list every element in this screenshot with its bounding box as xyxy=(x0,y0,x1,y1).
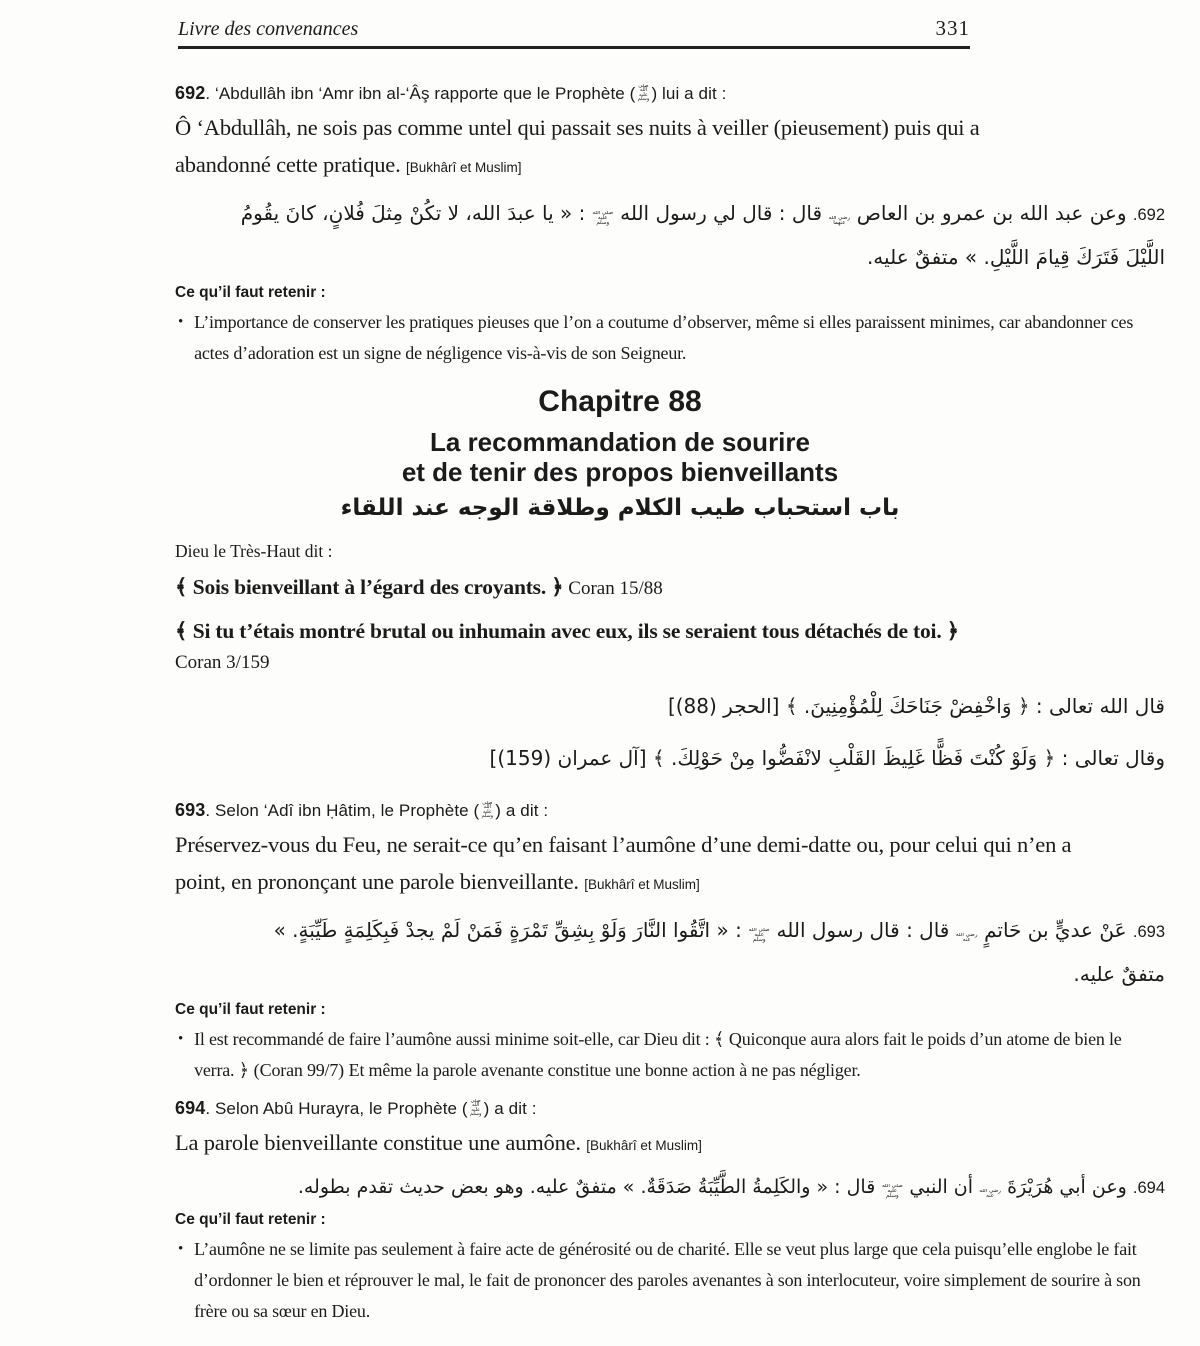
hadith-693-intro-end: ) a dit : xyxy=(495,801,549,820)
hadith-692-text xyxy=(175,109,1080,186)
hadith-692-arabic-isnad: وعن عبد الله بن عمرو بن العاص xyxy=(856,201,1127,225)
bullet-marker: • xyxy=(178,1241,184,1257)
chapter-number: Chapitre 88 xyxy=(538,385,702,418)
pbuh-symbol: صلى الله عليه وسلم xyxy=(481,800,494,819)
hadith-692-arabic xyxy=(175,192,1165,278)
hadith-692-arabic-matn-2: اللَّيْلَ فَتَرَكَ قِيامَ اللَّيْلِ. » متفقٌ عليه. xyxy=(866,245,1165,269)
hadith-694-arabic xyxy=(175,1168,1165,1207)
pbuh-symbol: صلى الله عليه وسلم xyxy=(469,1098,482,1117)
quote-1-text: Sois bienveillant à l’égard des croyants. xyxy=(187,575,552,599)
chapter-title-line2: et de tenir des propos bienveillants xyxy=(401,457,839,487)
hadith-692-arabic-qala: قال : قال لي رسول الله xyxy=(620,201,823,225)
chapter-title xyxy=(175,427,1065,487)
retenir-text-693: Il est recommandé de faire l’aumône aussi minime soit-elle, car Dieu dit : ﴾ Quiconque aura alors fait le poids d’un atome de bien le verra. ﴿ (Coran 99/7) Et même la parole avenante constitue une bonne action à ne pas négliger. xyxy=(194,1029,1122,1080)
pbuh-symbol: صلى الله عليه وسلم xyxy=(881,1184,903,1199)
hadith-694-intro-end: ) a dit : xyxy=(483,1099,537,1118)
hadith-692-quote: Ô ‘Abdullâh, ne sois pas comme untel qui passait ses nuits à veiller (pieusement) puis qui a abandonné cette pratique. xyxy=(175,115,980,177)
quote-close-ornament: ﴿ xyxy=(946,619,959,643)
retenir-bullet-694 xyxy=(178,1234,1145,1327)
hadith-693-quote: Préservez-vous du Feu, ne serait-ce qu’en faisant l’aumône d’une demi-datte ou, pour celui qui n’en a point, en prononçant une parole bienveillante. xyxy=(175,832,1072,894)
radiallahu-symbol: رضي الله عنه xyxy=(955,933,978,943)
hadith-694-arabic-isnad: وعن أبي هُرَيْرَةَ xyxy=(1007,1176,1127,1198)
quote-2-ref: Coran 3/159 xyxy=(175,652,270,673)
quran-quote-1 xyxy=(175,570,1175,606)
chapter-heading xyxy=(175,385,1065,521)
hadith-692-arabic-matn-1: : « يا عبدَ الله، لا تكُنْ مِثلَ فُلانٍ، كانَ يقُومُ xyxy=(240,201,586,225)
hadith-693-arabic-isnad: عَنْ عديٍّ بن حَاتمٍ xyxy=(984,918,1127,942)
hadith-694-intro: . Selon Abû Hurayra, le Prophète ( xyxy=(205,1099,468,1118)
hadith-693-arabic xyxy=(175,909,1165,995)
hadith-693-source: [Bukhârî et Muslim] xyxy=(584,877,700,892)
page-number: 331 xyxy=(935,16,970,40)
hadith-692-intro-end: ) lui a dit : xyxy=(651,84,727,103)
pbuh-symbol: صلى الله عليه وسلم xyxy=(592,211,614,226)
hadith-693-arabic-matn-2: متفقٌ عليه. xyxy=(1073,962,1165,986)
quote-close-ornament: ﴿ xyxy=(551,575,564,599)
hadith-694-source: [Bukhârî et Muslim] xyxy=(586,1138,702,1153)
hadith-693-text xyxy=(175,826,1080,903)
quran-quote-2 xyxy=(175,614,1175,648)
hadith-693-arabic-matn-1: : « اتَّقُوا النَّارَ وَلَوْ بِشِقِّ تَمْرَةٍ فَمَنْ لَمْ يجدْ فَبِكَلِمَةٍ طَيِّبَةٍ. » xyxy=(273,918,742,942)
retenir-heading-694: Ce qu’il faut retenir : xyxy=(175,1211,326,1228)
hadith-694-heading xyxy=(175,1098,1140,1119)
hadith-694-number: 694 xyxy=(175,1098,206,1118)
book-title: Livre des convenances xyxy=(178,18,359,40)
quote-open-ornament: ﴾ xyxy=(175,575,188,599)
hadith-692-number: 692 xyxy=(175,83,206,103)
hadith-693-heading xyxy=(175,800,1140,821)
quote-1-ref: Coran 15/88 xyxy=(563,578,663,599)
retenir-text-692: L’importance de conserver les pratiques pieuses que l’on a coutume d’observer, même si elles paraissent minimes, car abandonner ces actes d’adoration est un signe de négligence vis-à-vis de son Seigneur. xyxy=(194,312,1134,363)
hadith-692-intro: . ‘Abdullâh ibn ‘Amr ibn al-‘Âş rapporte que le Prophète ( xyxy=(205,84,636,103)
hadith-693-arabic-qala: قال : قال رسول الله xyxy=(776,918,950,942)
chapter-title-line1: La recommandation de sourire xyxy=(430,427,810,457)
quran-verse-arabic-2: وقال تعالى : ﴿ وَلَوْ كُنْتَ فَظًّا غَلِيظَ القَلْبِ لانْفَضُّوا مِنْ حَوْلِكَ. ﴾ [آل عمران (159)] xyxy=(489,746,1165,770)
bullet-marker: • xyxy=(178,1031,184,1047)
hadith-692-heading xyxy=(175,83,1140,104)
pbuh-symbol: صلى الله عليه وسلم xyxy=(637,83,650,102)
retenir-heading-693: Ce qu’il faut retenir : xyxy=(175,1001,326,1018)
running-header xyxy=(178,16,970,49)
chapter-title-arabic: باب استحباب طيب الكلام وطلاقة الوجه عند اللقاء xyxy=(340,495,900,521)
hadith-692-source: [Bukhârî et Muslim] xyxy=(405,160,522,175)
radiallahu-symbol: رضي الله عنهما xyxy=(828,216,851,226)
retenir-bullet-692 xyxy=(178,307,1145,369)
hadith-694-arabic-number: 694. xyxy=(1132,1179,1165,1197)
quran-verse-arabic-1: قال الله تعالى : ﴿ وَاخْفِضْ جَنَاحَكَ لِلْمُؤْمِنِينَ. ﴾ [الحجر (88)] xyxy=(667,694,1165,718)
hadith-694-text xyxy=(175,1124,1080,1164)
retenir-bullet-693 xyxy=(178,1024,1145,1086)
radiallahu-symbol: رضي الله عنه xyxy=(979,1189,1001,1199)
bullet-marker: • xyxy=(178,314,184,330)
hadith-693-arabic-number: 693. xyxy=(1132,923,1165,941)
hadith-692-arabic-number: 692. xyxy=(1132,206,1165,224)
retenir-text-694: L’aumône ne se limite pas seulement à faire acte de générosité ou de charité. Elle se veut plus large que cela puisqu’elle englobe le fait d’ordonner le bien et réprouver le mal, le fait de prononcer des paroles avenantes à son interlocuteur, voire simplement de sourire à son frère ou sa sœur en Dieu. xyxy=(194,1239,1141,1321)
hadith-694-arabic-qala: أن النبي xyxy=(909,1176,974,1198)
quran-intro: Dieu le Très-Haut dit : xyxy=(175,541,333,561)
page xyxy=(0,16,1200,1346)
hadith-694-quote: La parole bienveillante constitue une aumône. xyxy=(175,1130,581,1155)
quote-open-ornament: ﴾ xyxy=(175,619,188,643)
retenir-heading-692: Ce qu’il faut retenir : xyxy=(175,284,326,301)
pbuh-symbol: صلى الله عليه وسلم xyxy=(748,928,770,943)
hadith-694-arabic-matn: قال : « والكَلِمةُ الطَّيِّبَةُ صَدَقَةٌ. » متفقٌ عليه. وهو بعض حديث تقدم بطوله. xyxy=(297,1176,876,1198)
quran-verses-arabic xyxy=(175,682,1165,782)
quote-2-text: Si tu t’étais montré brutal ou inhumain avec eux, ils se seraient tous détachés de toi. xyxy=(187,619,947,643)
hadith-693-intro: . Selon ‘Adî ibn Ḥâtim, le Prophète ( xyxy=(205,801,480,820)
hadith-693-number: 693 xyxy=(175,800,206,820)
